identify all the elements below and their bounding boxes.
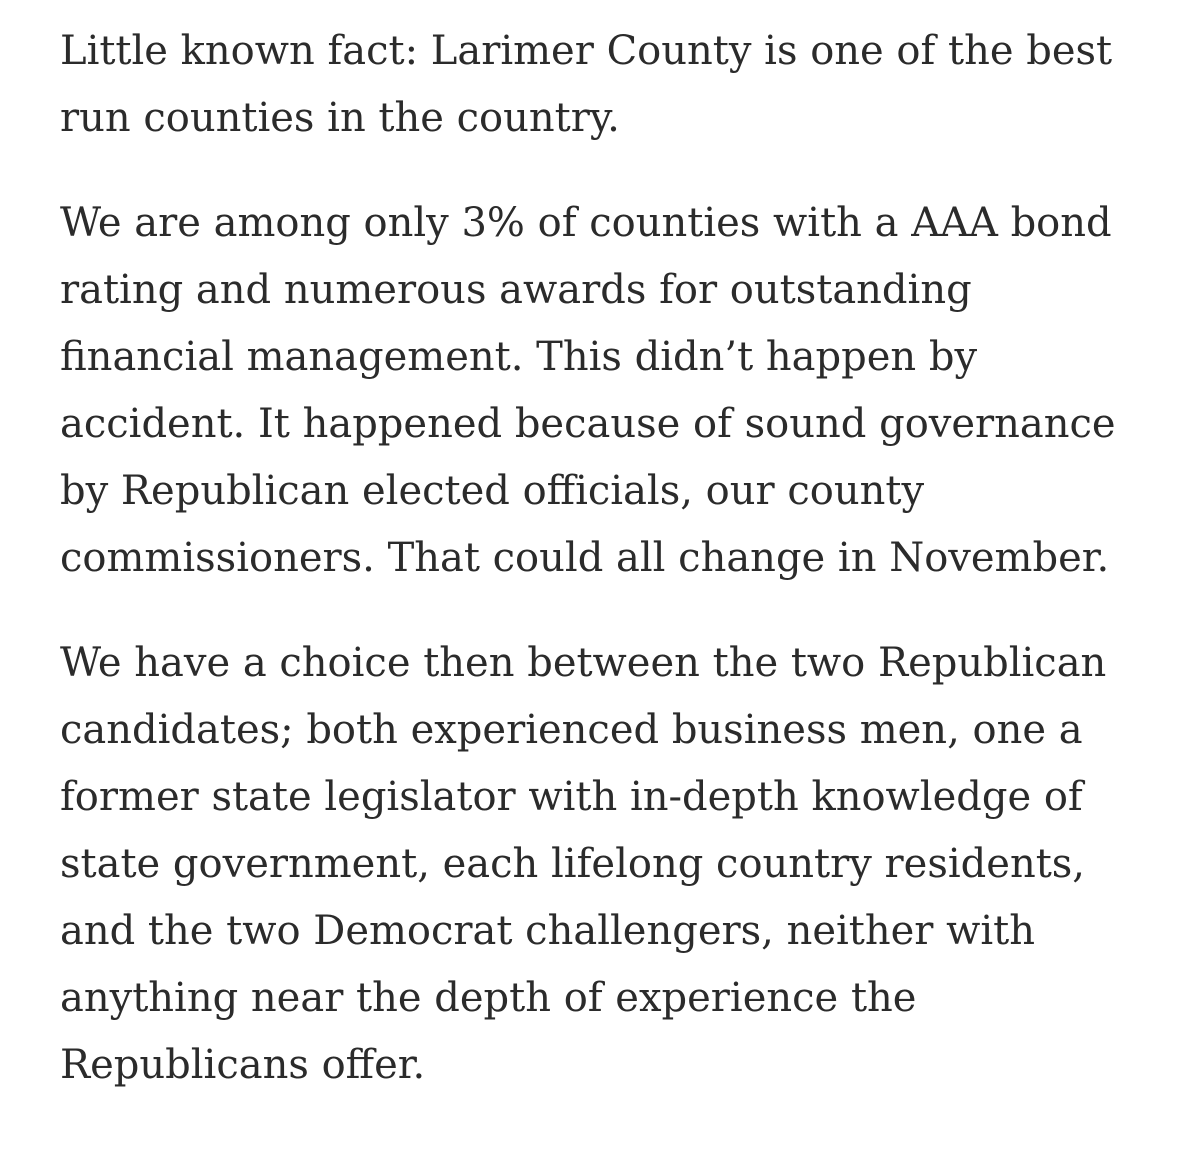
text-line: We have a choice then between the two Republican (60, 640, 1107, 686)
text-line: state government, each lifelong country residents, (60, 841, 1086, 887)
text-line: commissioners. That could all change in November. (60, 535, 1110, 581)
article-body (60, 18, 1180, 1137)
text-line: by Republican elected officials, our county (60, 468, 925, 514)
text-line: accident. It happened because of sound governance (60, 401, 1116, 447)
paragraph-1 (60, 18, 1180, 152)
text-line: We are among only 3% of counties with a AAA bond (60, 200, 1112, 246)
text-line: anything near the depth of experience the (60, 975, 917, 1021)
text-line: rating and numerous awards for outstanding (60, 267, 972, 313)
text-line: former state legislator with in-depth knowledge of (60, 774, 1083, 820)
text-line: Republicans offer. (60, 1042, 426, 1088)
text-line: financial management. This didn’t happen by (60, 334, 978, 380)
text-line: and the two Democrat challengers, neither with (60, 908, 1035, 954)
paragraph-2 (60, 190, 1180, 592)
text-line: run counties in the country. (60, 95, 620, 141)
text-line: Little known fact: Larimer County is one of the best (60, 28, 1113, 74)
text-line: candidates; both experienced business men, one a (60, 707, 1083, 753)
paragraph-3 (60, 630, 1180, 1099)
